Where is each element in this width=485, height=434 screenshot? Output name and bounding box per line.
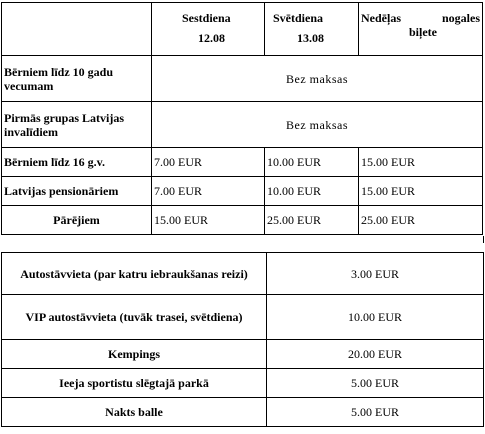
price-cell: 15.00 EUR [152,206,265,235]
row-label: Latvijas pensionāriem [2,177,152,206]
price-cell: 10.00 EUR [265,148,359,177]
table-row [2,177,483,206]
services-price-table [1,252,484,427]
table-row [2,340,484,369]
header-sunday [265,3,359,56]
service-price: 20.00 EUR [267,340,484,369]
empty-header-cell [2,3,152,56]
table-row [2,253,484,295]
service-label: Nakts balle [2,398,267,427]
service-label: VIP autostāvvieta (tuvāk trasei, svētdiena) [2,295,267,340]
row-label: Bērniem līdz 16 g.v. [2,148,152,177]
price-cell: 15.00 EUR [359,148,483,177]
table-row [2,295,484,340]
price-cell: 7.00 EUR [152,177,265,206]
table-row [2,148,483,177]
service-label: Autostāvvieta (par katru iebraukšanas reizi) [2,253,267,295]
table-row [2,369,484,398]
header-weekend-sublabel: biļete [409,25,437,39]
free-cell: Bez maksas [152,102,483,148]
service-price: 5.00 EUR [267,398,484,427]
service-price: 5.00 EUR [267,369,484,398]
service-label: Kempings [2,340,267,369]
price-cell: 25.00 EUR [359,206,483,235]
service-price: 10.00 EUR [267,295,484,340]
price-cell: 10.00 EUR [265,177,359,206]
header-saturday-label: Sestdiena [182,11,231,25]
header-weekend-label: Nedēļas nogales [361,11,480,25]
price-cell: 15.00 EUR [359,177,483,206]
row-label: Pirmās grupas Latvijas invalīdiem [2,102,152,148]
free-cell: Bez maksas [152,56,483,102]
service-label: Ieeja sportistu slēgtajā parkā [2,369,267,398]
price-cell: 25.00 EUR [265,206,359,235]
header-sunday-date: 13.08 [297,31,324,45]
row-label: Bērniem līdz 10 gadu vecumam [2,56,152,102]
row-label: Pārējiem [2,206,152,235]
table-header-row [2,3,483,56]
header-weekend [359,3,483,56]
header-saturday-date: 12.08 [198,31,225,45]
header-saturday [152,3,265,56]
page-edge-mark [483,236,484,243]
table-row [2,398,484,427]
table-row [2,102,483,148]
table-row [2,206,483,235]
service-price: 3.00 EUR [267,253,484,295]
table-row [2,56,483,102]
ticket-price-table [1,2,483,235]
header-sunday-label: Svētdiena [273,11,324,25]
price-cell: 7.00 EUR [152,148,265,177]
